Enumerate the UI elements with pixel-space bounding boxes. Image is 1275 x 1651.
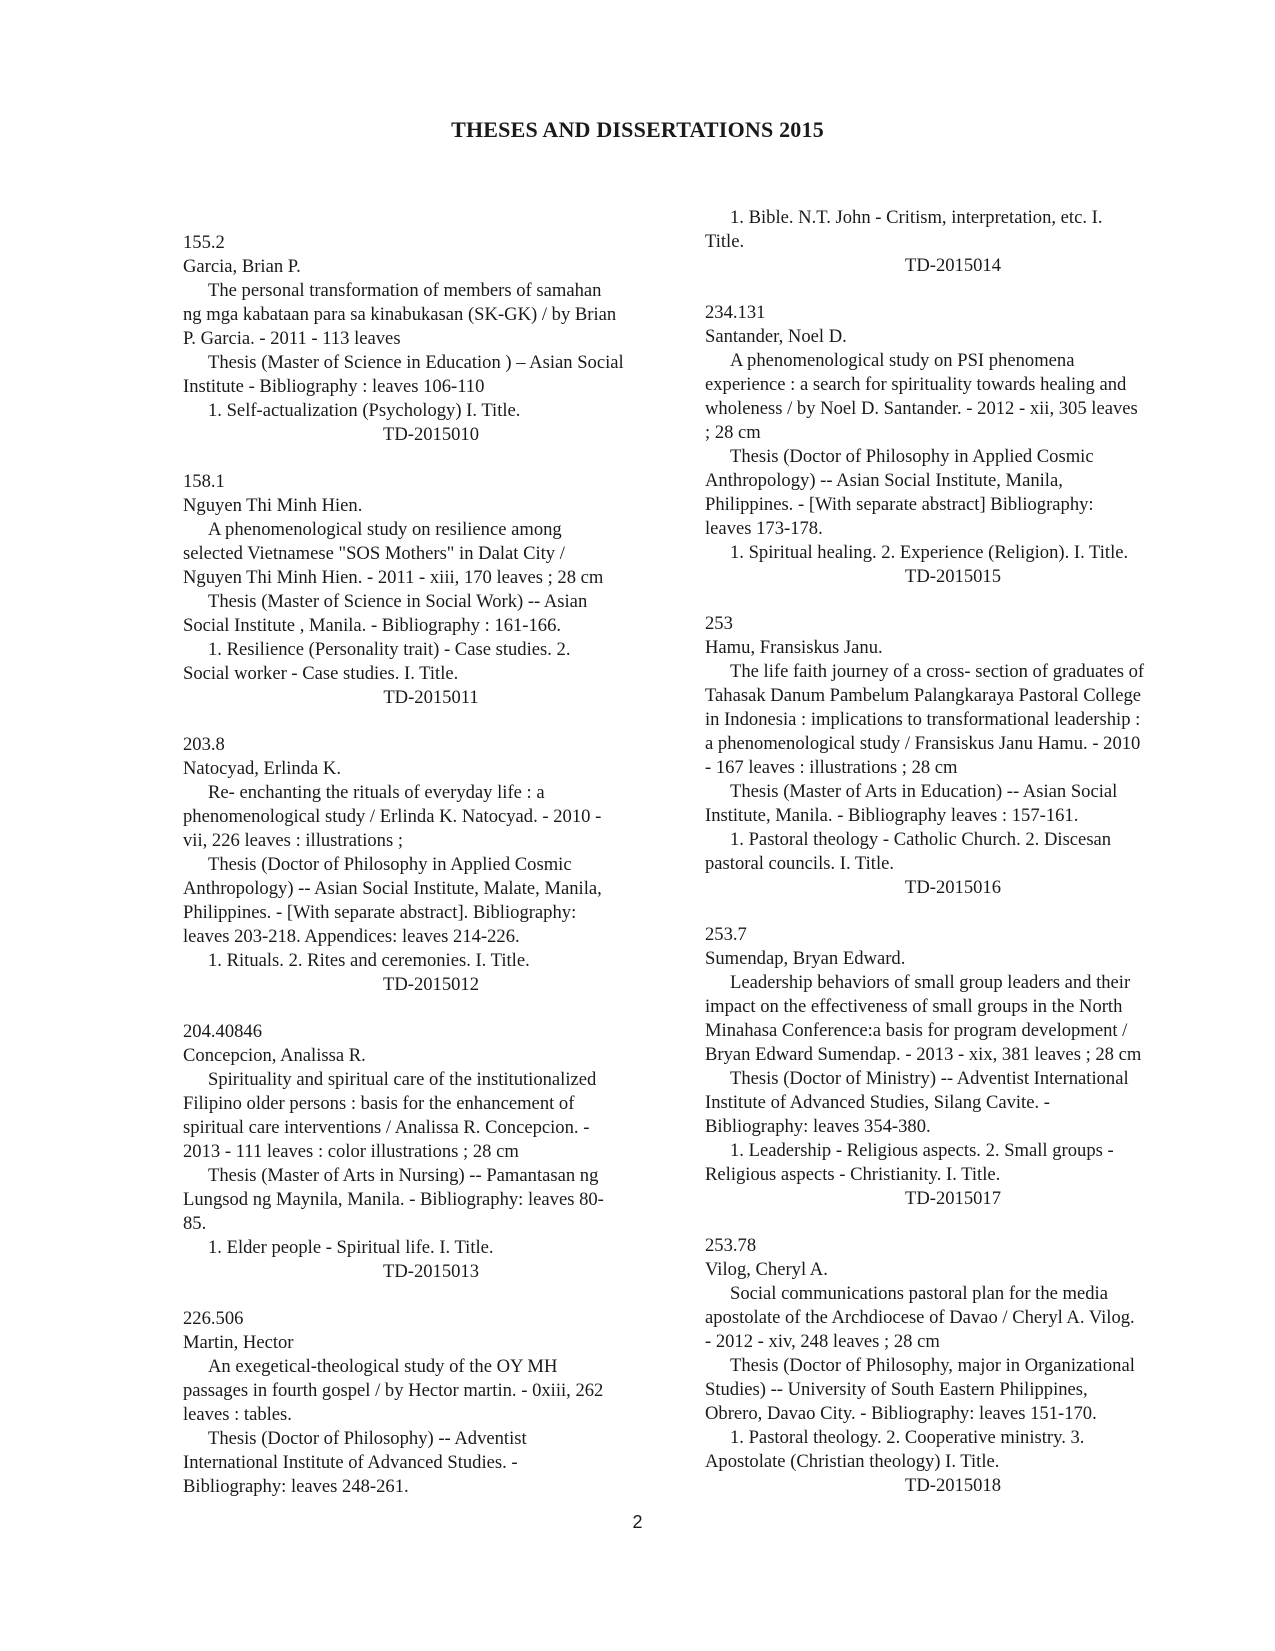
thesis-note-line: 85. <box>183 1213 207 1234</box>
call-number: 155.2 <box>183 232 225 253</box>
subject-heading-line: 1. Pastoral theology. 2. Cooperative ministry. 3. <box>730 1427 1085 1448</box>
subject-heading-line: Apostolate (Christian theology) I. Title. <box>705 1451 1000 1472</box>
thesis-note-line: Studies) -- University of South Eastern Philippines, <box>705 1379 1088 1400</box>
title-statement-line: A phenomenological study on resilience among <box>208 519 562 540</box>
subject-heading-line: Religious aspects - Christianity. I. Title. <box>705 1164 1001 1185</box>
td-accession-number: TD-2015011 <box>383 687 479 708</box>
title-statement-line: in Indonesia : implications to transformational leadership : <box>705 709 1141 730</box>
title-statement-line: Leadership behaviors of small group leaders and their <box>730 972 1131 993</box>
title-statement-line: ng mga kabataan para sa kinabukasan (SK-GK) / by Brian <box>183 304 617 325</box>
subject-heading-line: 1. Resilience (Personality trait) - Case studies. 2. <box>208 639 571 660</box>
td-accession-number: TD-2015012 <box>382 974 480 995</box>
catalog-entry <box>183 1307 679 1499</box>
subject-heading-line: 1. Spiritual healing. 2. Experience (Religion). I. Title. <box>730 542 1129 563</box>
thesis-note-line: Anthropology) -- Asian Social Institute, Malate, Manila, <box>183 878 602 899</box>
title-statement-line: Social communications pastoral plan for the media <box>730 1283 1108 1304</box>
right-column <box>705 206 1201 1521</box>
catalog-entry <box>705 301 1201 589</box>
title-statement-line: An exegetical-theological study of the OY MH <box>208 1356 558 1377</box>
title-statement-line: Minahasa Conference:a basis for program development / <box>705 1020 1128 1041</box>
thesis-note-line: Philippines. - [With separate abstract]. Bibliography: <box>183 902 577 923</box>
title-statement-line: ; 28 cm <box>705 422 761 443</box>
thesis-note-line: Thesis (Master of Arts in Nursing) -- Pamantasan ng <box>208 1165 599 1186</box>
thesis-note-line: Social Institute , Manila. - Bibliography : 161-166. <box>183 615 562 636</box>
title-statement-line: phenomenological study / Erlinda K. Natocyad. - 2010 - <box>183 806 602 827</box>
page-title: THESES AND DISSERTATIONS 2015 <box>451 117 824 142</box>
td-accession-number: TD-2015014 <box>904 255 1002 276</box>
catalog-entry <box>183 470 679 710</box>
thesis-note-line: Thesis (Master of Arts in Education) -- Asian Social <box>730 781 1118 802</box>
title-statement-line: Nguyen Thi Minh Hien. - 2011 - xiii, 170 leaves ; 28 cm <box>183 567 604 588</box>
page-number: 2 <box>632 1512 643 1532</box>
thesis-note-line: Thesis (Master of Science in Education ) – Asian Social <box>208 352 624 373</box>
catalog-entry <box>705 923 1201 1211</box>
title-statement-line: Bryan Edward Sumendap. - 2013 - xix, 381 leaves ; 28 cm <box>705 1044 1142 1065</box>
thesis-note-line: Thesis (Doctor of Philosophy in Applied Cosmic <box>208 854 572 875</box>
call-number: 253 <box>705 613 733 634</box>
thesis-note-line: Obrero, Davao City. - Bibliography: leaves 151-170. <box>705 1403 1097 1424</box>
td-accession-number: TD-2015010 <box>382 424 480 445</box>
subject-heading-line: 1. Rituals. 2. Rites and ceremonies. I. Title. <box>208 950 530 971</box>
title-statement-line: P. Garcia. - 2011 - 113 leaves <box>183 328 401 349</box>
author-name: Vilog, Cheryl A. <box>705 1259 828 1280</box>
td-accession-number: TD-2015013 <box>382 1261 480 1282</box>
title-statement-line: Spirituality and spiritual care of the institutionalized <box>208 1069 597 1090</box>
td-accession-number: TD-2015017 <box>904 1188 1002 1209</box>
title-statement-line: Tahasak Danum Pambelum Palangkaraya Pastoral College <box>705 685 1142 706</box>
thesis-note-line: Institute, Manila. - Bibliography leaves : 157-161. <box>705 805 1079 826</box>
title-statement-line: A phenomenological study on PSI phenomena <box>730 350 1075 371</box>
call-number: 204.40846 <box>183 1021 263 1042</box>
title-statement-line: The personal transformation of members of samahan <box>208 280 602 301</box>
subject-heading-line: Title. <box>705 231 745 252</box>
thesis-note-line: International Institute of Advanced Studies. - <box>183 1452 518 1473</box>
call-number: 253.7 <box>705 924 747 945</box>
thesis-note-line: Philippines. - [With separate abstract] Bibliography: <box>705 494 1094 515</box>
title-statement-line: wholeness / by Noel D. Santander. - 2012 - xii, 305 leaves <box>705 398 1138 419</box>
catalog-entry <box>183 1020 679 1284</box>
title-statement-line: Filipino older persons : basis for the enhancement of <box>183 1093 575 1114</box>
thesis-note-line: Lungsod ng Maynila, Manila. - Bibliography: leaves 80- <box>183 1189 604 1210</box>
catalog-entry <box>705 1234 1201 1498</box>
title-statement-line: - 2012 - xiv, 248 leaves ; 28 cm <box>705 1331 940 1352</box>
subject-heading-line: 1. Leadership - Religious aspects. 2. Small groups - <box>730 1140 1114 1161</box>
thesis-note-line: Institute - Bibliography : leaves 106-110 <box>183 376 485 397</box>
thesis-note-line: Institute of Advanced Studies, Silang Cavite. - <box>705 1092 1050 1113</box>
thesis-note-line: Thesis (Doctor of Philosophy in Applied Cosmic <box>730 446 1094 467</box>
subject-heading-line: 1. Elder people - Spiritual life. I. Title. <box>208 1237 494 1258</box>
title-statement-line: a phenomenological study / Fransiskus Janu Hamu. - 2010 <box>705 733 1141 754</box>
subject-heading-line: Social worker - Case studies. I. Title. <box>183 663 459 684</box>
call-number: 226.506 <box>183 1308 244 1329</box>
subject-heading-line: 1. Pastoral theology - Catholic Church. 2. Discesan <box>730 829 1112 850</box>
call-number: 234.131 <box>705 302 766 323</box>
thesis-note-line: Thesis (Doctor of Philosophy) -- Adventist <box>208 1428 527 1449</box>
author-name: Hamu, Fransiskus Janu. <box>705 637 883 658</box>
thesis-note-line: leaves 203-218. Appendices: leaves 214-226. <box>183 926 520 947</box>
title-statement-line: experience : a search for spirituality towards healing and <box>705 374 1127 395</box>
thesis-note-line: Thesis (Master of Science in Social Work) -- Asian <box>208 591 588 612</box>
title-statement-line: spiritual care interventions / Analissa R. Concepcion. - <box>183 1117 590 1138</box>
td-accession-number: TD-2015018 <box>904 1475 1002 1496</box>
author-name: Garcia, Brian P. <box>183 256 301 277</box>
thesis-note-line: Thesis (Doctor of Ministry) -- Adventist International <box>730 1068 1129 1089</box>
catalog-entry <box>183 231 679 447</box>
title-statement-line: selected Vietnamese "SOS Mothers" in Dalat City / <box>183 543 565 564</box>
title-statement-line: vii, 226 leaves : illustrations ; <box>183 830 404 851</box>
td-accession-number: TD-2015015 <box>904 566 1002 587</box>
subject-heading-line: 1. Bible. N.T. John - Critism, interpretation, etc. I. <box>730 207 1103 228</box>
title-statement-line: - 167 leaves : illustrations ; 28 cm <box>705 757 958 778</box>
title-statement-line: leaves : tables. <box>183 1404 292 1425</box>
author-name: Martin, Hector <box>183 1332 294 1353</box>
catalog-entry <box>705 206 1201 278</box>
catalog-entry <box>705 612 1201 900</box>
thesis-note-line: Thesis (Doctor of Philosophy, major in Organizational <box>730 1355 1135 1376</box>
title-statement-line: impact on the effectiveness of small groups in the North <box>705 996 1123 1017</box>
call-number: 158.1 <box>183 471 225 492</box>
title-statement-line: The life faith journey of a cross- section of graduates of <box>730 661 1145 682</box>
title-statement-line: Re- enchanting the rituals of everyday life : a <box>208 782 545 803</box>
thesis-note-line: Anthropology) -- Asian Social Institute, Manila, <box>705 470 1063 491</box>
title-statement-line: 2013 - 111 leaves : color illustrations ; 28 cm <box>183 1141 519 1162</box>
left-column <box>183 231 679 1522</box>
thesis-note-line: Bibliography: leaves 354-380. <box>705 1116 931 1137</box>
thesis-note-line: leaves 173-178. <box>705 518 823 539</box>
title-statement-line: passages in fourth gospel / by Hector martin. - 0xiii, 262 <box>183 1380 604 1401</box>
catalog-entry <box>183 733 679 997</box>
author-name: Concepcion, Analissa R. <box>183 1045 366 1066</box>
author-name: Santander, Noel D. <box>705 326 847 347</box>
thesis-note-line: Bibliography: leaves 248-261. <box>183 1476 409 1497</box>
title-statement-line: apostolate of the Archdiocese of Davao / Cheryl A. Vilog. <box>705 1307 1135 1328</box>
call-number: 253.78 <box>705 1235 757 1256</box>
author-name: Nguyen Thi Minh Hien. <box>183 495 363 516</box>
td-accession-number: TD-2015016 <box>904 877 1002 898</box>
author-name: Sumendap, Bryan Edward. <box>705 948 906 969</box>
call-number: 203.8 <box>183 734 225 755</box>
subject-heading-line: pastoral councils. I. Title. <box>705 853 895 874</box>
author-name: Natocyad, Erlinda K. <box>183 758 341 779</box>
subject-heading-line: 1. Self-actualization (Psychology) I. Title. <box>208 400 521 421</box>
